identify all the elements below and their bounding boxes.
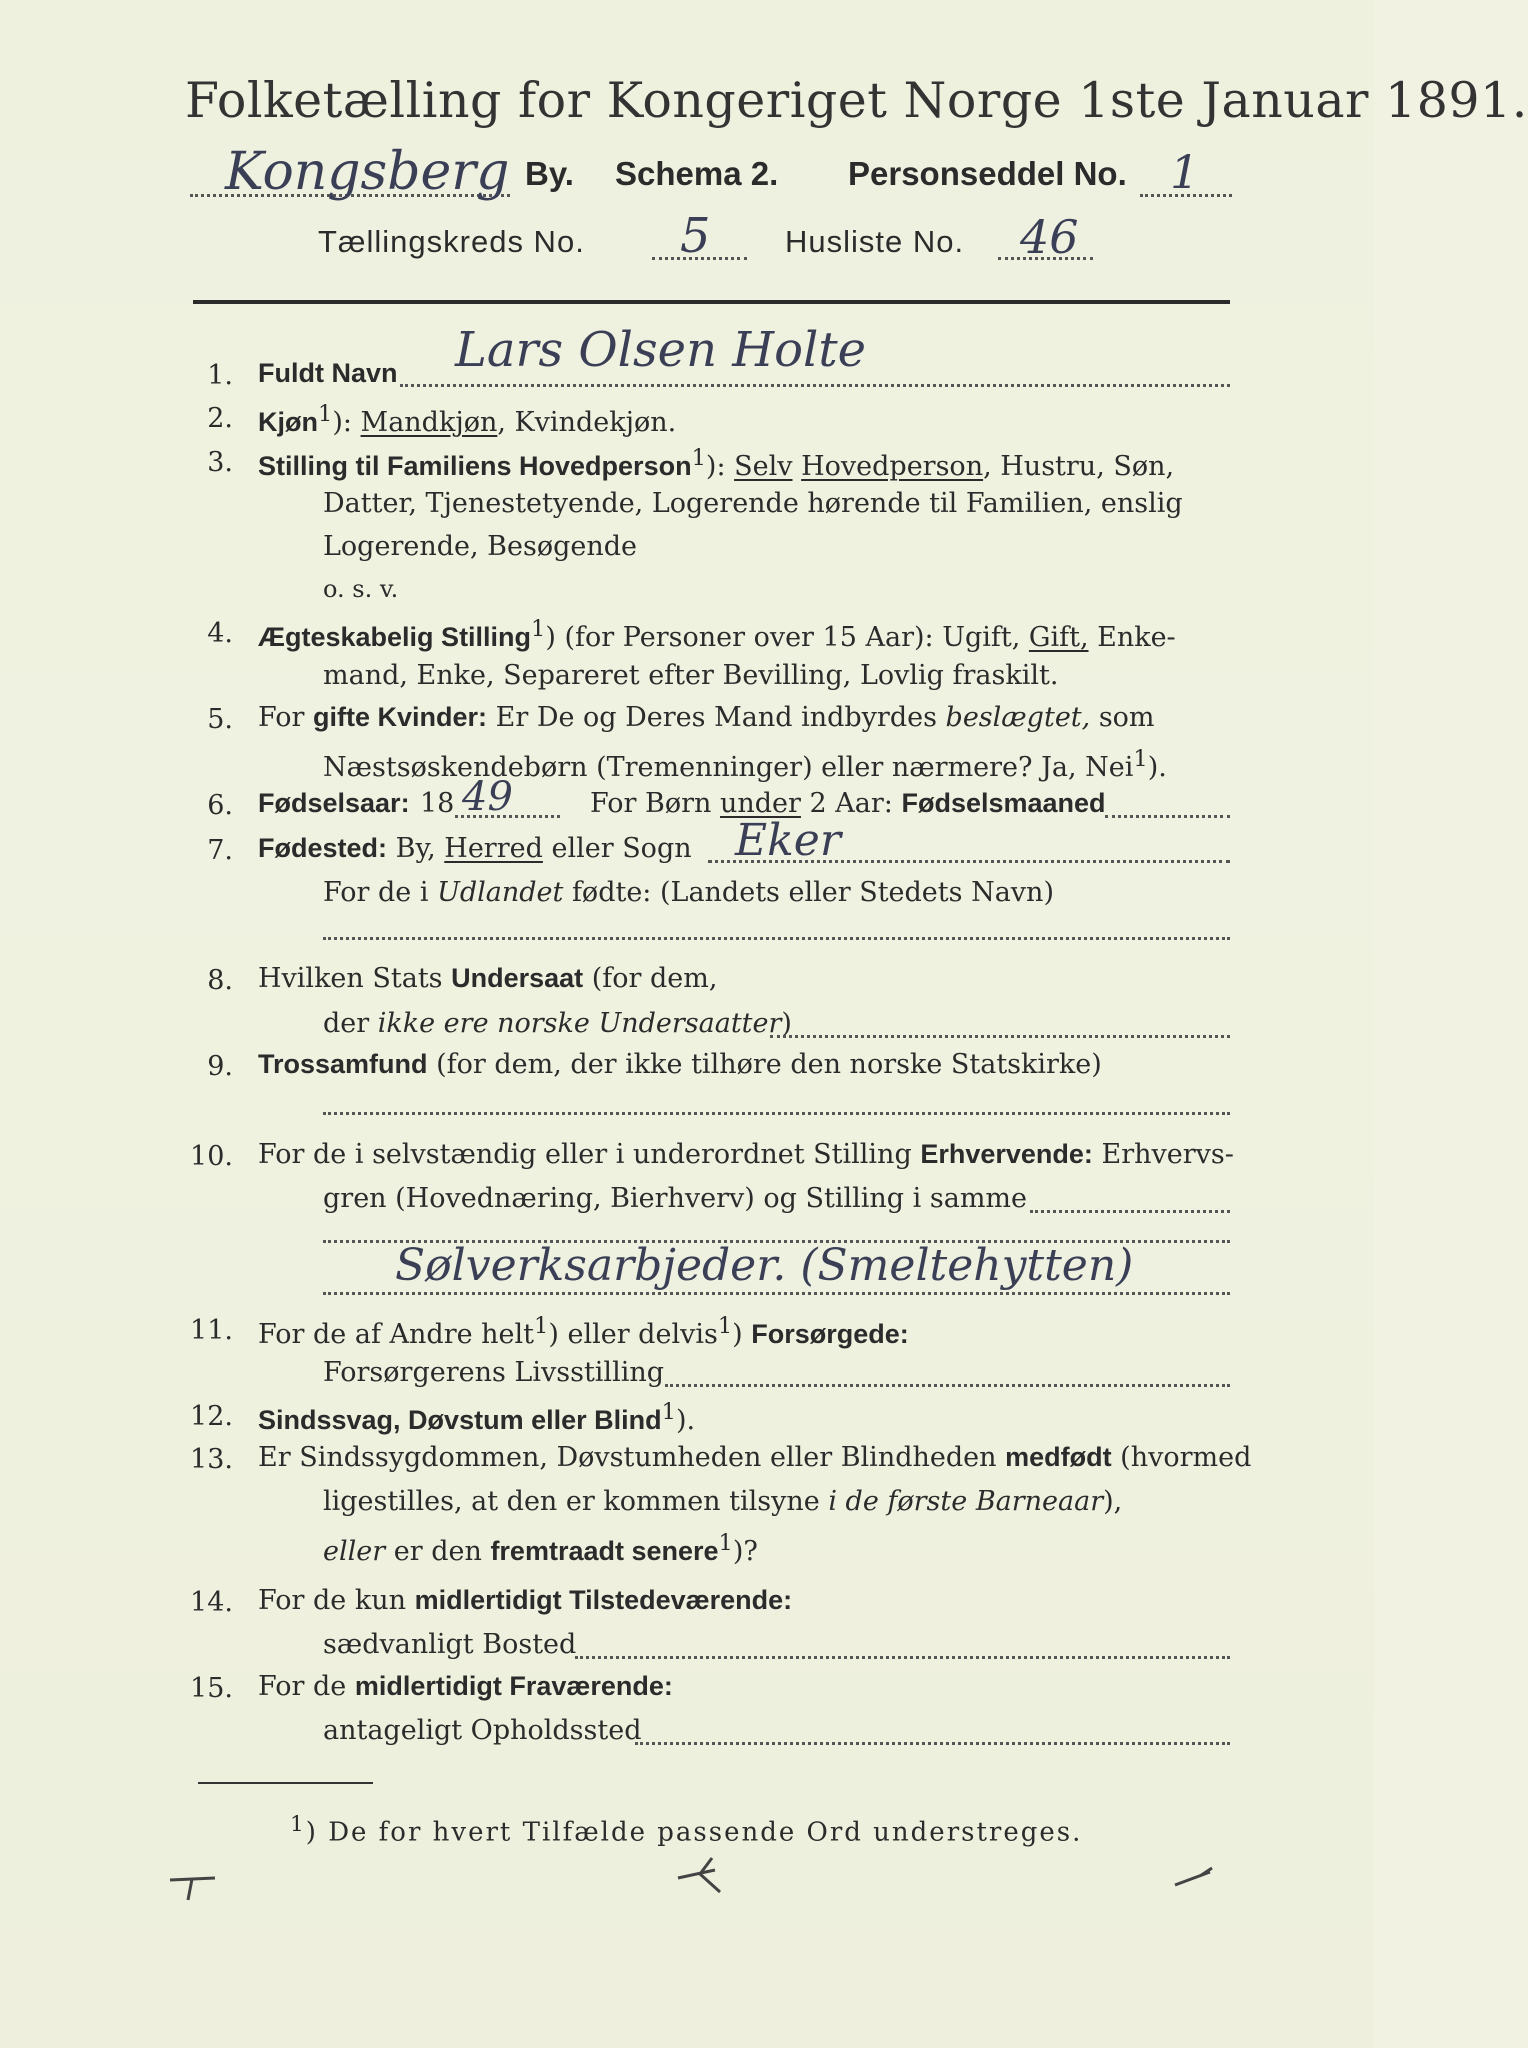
q12-suffix: ). — [675, 1405, 696, 1436]
q4-line2: mand, Enke, Separeret efter Bevilling, Lovlig fraskilt. — [323, 660, 1059, 691]
q3-number: 3. — [207, 447, 233, 478]
q3-line1-rest: , Hustru, Søn, — [983, 451, 1175, 482]
husliste-number: 46 — [1020, 210, 1079, 264]
pin-mark-right — [1175, 1868, 1212, 1885]
q3-label: Stilling til Familiens Hovedperson — [258, 451, 692, 481]
q13-line3-label: fremtraadt senere — [490, 1536, 719, 1566]
q11-line1-c: ) — [732, 1319, 752, 1350]
q6-number: 6. — [207, 790, 233, 821]
q6-under: under — [719, 788, 801, 819]
q13-sup: 1 — [718, 1530, 733, 1556]
q7-mid2: eller Sogn — [542, 833, 692, 864]
q6-mid-text: For Børn — [590, 788, 720, 819]
q4-number: 4. — [207, 618, 233, 649]
q11-sup1: 1 — [534, 1313, 549, 1339]
q5-line2-end: ). — [1147, 752, 1167, 783]
q11-line2: Forsørgerens Livsstilling — [323, 1357, 665, 1388]
q15-line1-a: For de — [258, 1671, 355, 1702]
q1-number: 1. — [207, 360, 233, 391]
q9-number: 9. — [207, 1051, 233, 1082]
q4-sup: 1 — [531, 616, 546, 642]
q7-label: Fødested: — [258, 833, 388, 863]
q8-label: Undersaat — [451, 963, 584, 993]
personseddel-label: Personseddel No. — [848, 155, 1127, 192]
q11-label: Forsørgede: — [751, 1319, 909, 1349]
q4-option-gift: Gift, — [1028, 622, 1089, 653]
q9-rest: (for dem, der ikke tilhøre den norske Statskirke) — [427, 1049, 1102, 1080]
q15-label: midlertidigt Fraværende: — [354, 1671, 673, 1701]
q3-option-selv: Selv — [734, 451, 793, 482]
q3-suffix: ): — [705, 451, 735, 482]
q5-rest: Er De og Deres Mand indbyrdes — [487, 702, 946, 733]
q5-italic: beslægtet, — [945, 702, 1091, 733]
q4-end: Enke- — [1088, 622, 1176, 653]
form-title: Folketælling for Kongeriget Norge 1ste Januar 1891. — [185, 72, 1528, 129]
q13-label: medfødt — [1005, 1442, 1112, 1472]
q10-line2: gren (Hovednæring, Bierhverv) og Stilling i samme — [323, 1183, 1028, 1214]
q14-line1-a: For de kun — [258, 1585, 415, 1616]
q8-line1-b: (for dem, — [583, 963, 718, 994]
q15-number: 15. — [190, 1673, 233, 1704]
q7-line2-italic: Udlandet — [437, 877, 564, 908]
q6-mid2: 2 Aar: — [800, 788, 902, 819]
q7-mid: By, — [387, 833, 445, 864]
q15-line2: antageligt Opholdssted — [323, 1715, 642, 1746]
personseddel-number: 1 — [1170, 145, 1200, 199]
q3-line2: Datter, Tjenestetyende, Logerende hørende til Familien, enslig — [323, 488, 1183, 519]
q2-rest: , Kvindekjøn. — [497, 407, 677, 438]
q12-label: Sindssvag, Døvstum eller Blind — [258, 1405, 662, 1435]
pin-mark-left — [170, 1878, 215, 1900]
q6-label: Fødselsaar: — [258, 788, 410, 818]
q13-number: 13. — [190, 1444, 233, 1475]
q13-line1-a: Er Sindssygdommen, Døvstumheden eller Blindheden — [258, 1442, 1006, 1473]
q4-mid: ) (for Personer over 15 Aar): Ugift, — [545, 622, 1029, 653]
q10-label: Erhvervende: — [920, 1139, 1093, 1169]
q5-label: gifte Kvinder: — [313, 702, 488, 732]
schema-label: Schema 2. — [615, 155, 779, 192]
q2-label: Kjøn — [258, 407, 318, 437]
q11-sup2: 1 — [717, 1313, 733, 1339]
footnote-text: ) De for hvert Tilfælde passende Ord understreges. — [305, 1817, 1083, 1848]
q14-line2: sædvanligt Bosted — [323, 1629, 577, 1660]
q6-year-answer: 49 — [462, 774, 513, 820]
q2-sup: 1 — [318, 401, 333, 427]
kreds-label: Tællingskreds No. — [318, 224, 585, 259]
q8-line2-a: der — [323, 1008, 378, 1039]
q6-label2: Fødselsmaaned — [901, 788, 1106, 818]
q14-label: midlertidigt Tilstedeværende: — [414, 1585, 793, 1615]
q2-suffix: ): — [332, 407, 361, 438]
q3-line3: Logerende, Besøgende — [323, 531, 637, 562]
q8-number: 8. — [207, 965, 233, 996]
q7-answer: Eker — [735, 815, 841, 866]
q7-line2-a: For de i — [323, 877, 438, 908]
q13-line3-a: er den — [385, 1536, 491, 1567]
husliste-label: Husliste No. — [785, 224, 965, 259]
q8-line2-italic: ikke ere norske Undersaatter — [377, 1008, 782, 1039]
q3-option-hovedperson: Hovedperson — [801, 451, 984, 482]
by-label: By. — [525, 155, 574, 192]
pin-mark-center — [678, 1858, 720, 1892]
q4-label: Ægteskabelig Stilling — [258, 622, 532, 652]
q5-end: som — [1090, 702, 1155, 733]
q7-option-herred: Herred — [444, 833, 543, 864]
q5-line2-text: Næstsøskendebørn (Tremenninger) eller nærmere? Ja, Nei — [323, 752, 1134, 783]
city-handwritten: Kongsberg — [225, 142, 510, 202]
q13-line3-b: )? — [732, 1536, 758, 1567]
q8-line2-b: ) — [781, 1008, 792, 1039]
q7-line2-b: fødte: (Landets eller Stedets Navn) — [563, 877, 1054, 908]
q1-answer: Lars Olsen Holte — [455, 322, 867, 378]
q2-option-male: Mandkjøn — [360, 407, 498, 438]
q12-number: 12. — [190, 1401, 233, 1432]
q14-number: 14. — [190, 1587, 233, 1618]
q5-prefix: For — [258, 702, 314, 733]
q11-number: 11. — [190, 1315, 233, 1346]
q10-line1-a: For de i selvstændig eller i underordnet Stilling — [258, 1139, 921, 1170]
q11-line1-a: For de af Andre helt — [258, 1319, 535, 1350]
q13-line3-italic: eller — [323, 1536, 386, 1567]
kreds-number: 5 — [680, 208, 711, 264]
q13-line2-a: ligestilles, at den er kommen tilsyne — [323, 1486, 829, 1517]
q2-number: 2. — [207, 403, 233, 434]
q6-year-prefix: 18 — [420, 788, 455, 819]
q9-label: Trossamfund — [258, 1049, 428, 1079]
q5-line2-sup: 1 — [1133, 746, 1148, 772]
q12-sup: 1 — [661, 1399, 676, 1425]
footnote-sup: 1 — [290, 1812, 306, 1837]
q13-line2-italic: i de første Barneaar — [828, 1486, 1104, 1517]
q3-line4: o. s. v. — [323, 575, 399, 603]
q13-line1-b: (hvormed — [1111, 1442, 1252, 1473]
q13-line2-b: ), — [1103, 1486, 1123, 1517]
q7-number: 7. — [207, 835, 233, 866]
q10-answer: Sølverksarbjeder. (Smeltehytten) — [395, 1240, 1134, 1291]
q3-sup: 1 — [691, 445, 706, 471]
q11-line1-b: ) eller delvis — [548, 1319, 718, 1350]
q5-number: 5. — [207, 704, 233, 735]
q10-number: 10. — [190, 1141, 233, 1172]
q10-line1-b: Erhvervs- — [1092, 1139, 1234, 1170]
q8-line1-a: Hvilken Stats — [258, 963, 452, 994]
q1-label: Fuldt Navn — [258, 358, 398, 388]
